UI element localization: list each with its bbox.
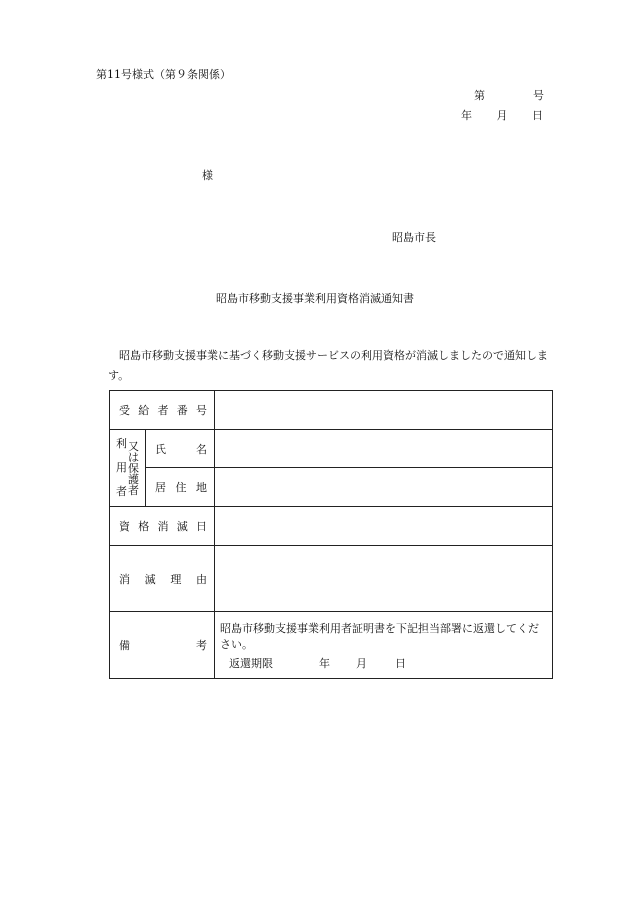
- document-title: 昭島市移動支援事業利用資格消滅通知書: [216, 292, 414, 305]
- remarks-text: 昭島市移動支援事業利用者証明書を下記担当部署に返還してください。: [220, 622, 539, 651]
- recipient-honorific: 様: [202, 169, 213, 182]
- user-or-guardian-label-cell: [110, 430, 146, 507]
- doc-number-dai: 第: [474, 89, 485, 102]
- label-char: 格: [138, 520, 150, 533]
- label-char: 備: [119, 639, 130, 652]
- label-char: 居: [155, 481, 166, 494]
- label-char: 理: [170, 572, 182, 586]
- recipient-number-label-cell: [110, 391, 215, 430]
- return-year: 年: [319, 657, 330, 670]
- guardian-label: [128, 441, 139, 496]
- user-label: [116, 432, 127, 504]
- label-char: 者: [128, 483, 139, 497]
- label-char: 者: [157, 404, 169, 417]
- label-char: 滅: [144, 572, 156, 586]
- label-char: 消: [119, 572, 130, 586]
- label-char: 滅: [176, 520, 188, 533]
- label-char: 者: [116, 485, 127, 498]
- doc-number-go: 号: [533, 89, 544, 102]
- label-char: 保: [128, 461, 139, 475]
- notice-table: [109, 390, 553, 679]
- label-char: 日: [196, 520, 207, 533]
- label-char: 由: [195, 572, 207, 586]
- remarks-label-cell: [110, 612, 215, 679]
- label-char: 考: [196, 639, 207, 652]
- label-char: 又: [128, 439, 139, 453]
- name-label-cell: [146, 430, 215, 468]
- return-deadline-label: 返還期限: [229, 657, 273, 670]
- name-value[interactable]: [215, 430, 553, 468]
- issue-date-line: [461, 107, 543, 123]
- label-char: 地: [196, 481, 207, 494]
- label-char: 名: [196, 442, 207, 456]
- label-char: は: [128, 450, 139, 464]
- address-label-cell: [146, 468, 215, 507]
- label-char: 氏: [155, 442, 166, 456]
- remarks-value: [215, 612, 553, 679]
- recipient-number-value[interactable]: [215, 391, 553, 430]
- label-char: 番: [176, 404, 188, 417]
- return-deadline-line: [215, 655, 552, 671]
- label-char: 給: [138, 404, 150, 417]
- reason-label-cell: [110, 546, 215, 612]
- date-year: 年: [461, 109, 472, 122]
- date-month: 月: [496, 109, 508, 122]
- label-char: 受: [119, 404, 130, 417]
- label-char: 利: [116, 437, 127, 450]
- return-day: 日: [395, 657, 406, 670]
- form-number: 第11号様式（第９条関係）: [96, 68, 231, 81]
- notice-body-text: 昭島市移動支援事業に基づく移動支援サービスの利用資格が消滅しましたので通知します。: [108, 349, 548, 382]
- label-char: 消: [157, 520, 169, 533]
- expiry-date-label-cell: [110, 507, 215, 546]
- label-char: 号: [196, 404, 207, 417]
- date-day: 日: [532, 109, 543, 122]
- address-value[interactable]: [215, 468, 553, 507]
- document-number-line: [474, 87, 544, 103]
- issuer-name: 昭島市長: [392, 231, 436, 244]
- label-char: 用: [116, 461, 127, 474]
- reason-value[interactable]: [215, 546, 553, 612]
- label-char: 護: [128, 472, 139, 486]
- expiry-date-value[interactable]: [215, 507, 553, 546]
- label-char: 資: [119, 520, 130, 533]
- label-char: 住: [175, 481, 187, 494]
- return-month: 月: [356, 657, 367, 670]
